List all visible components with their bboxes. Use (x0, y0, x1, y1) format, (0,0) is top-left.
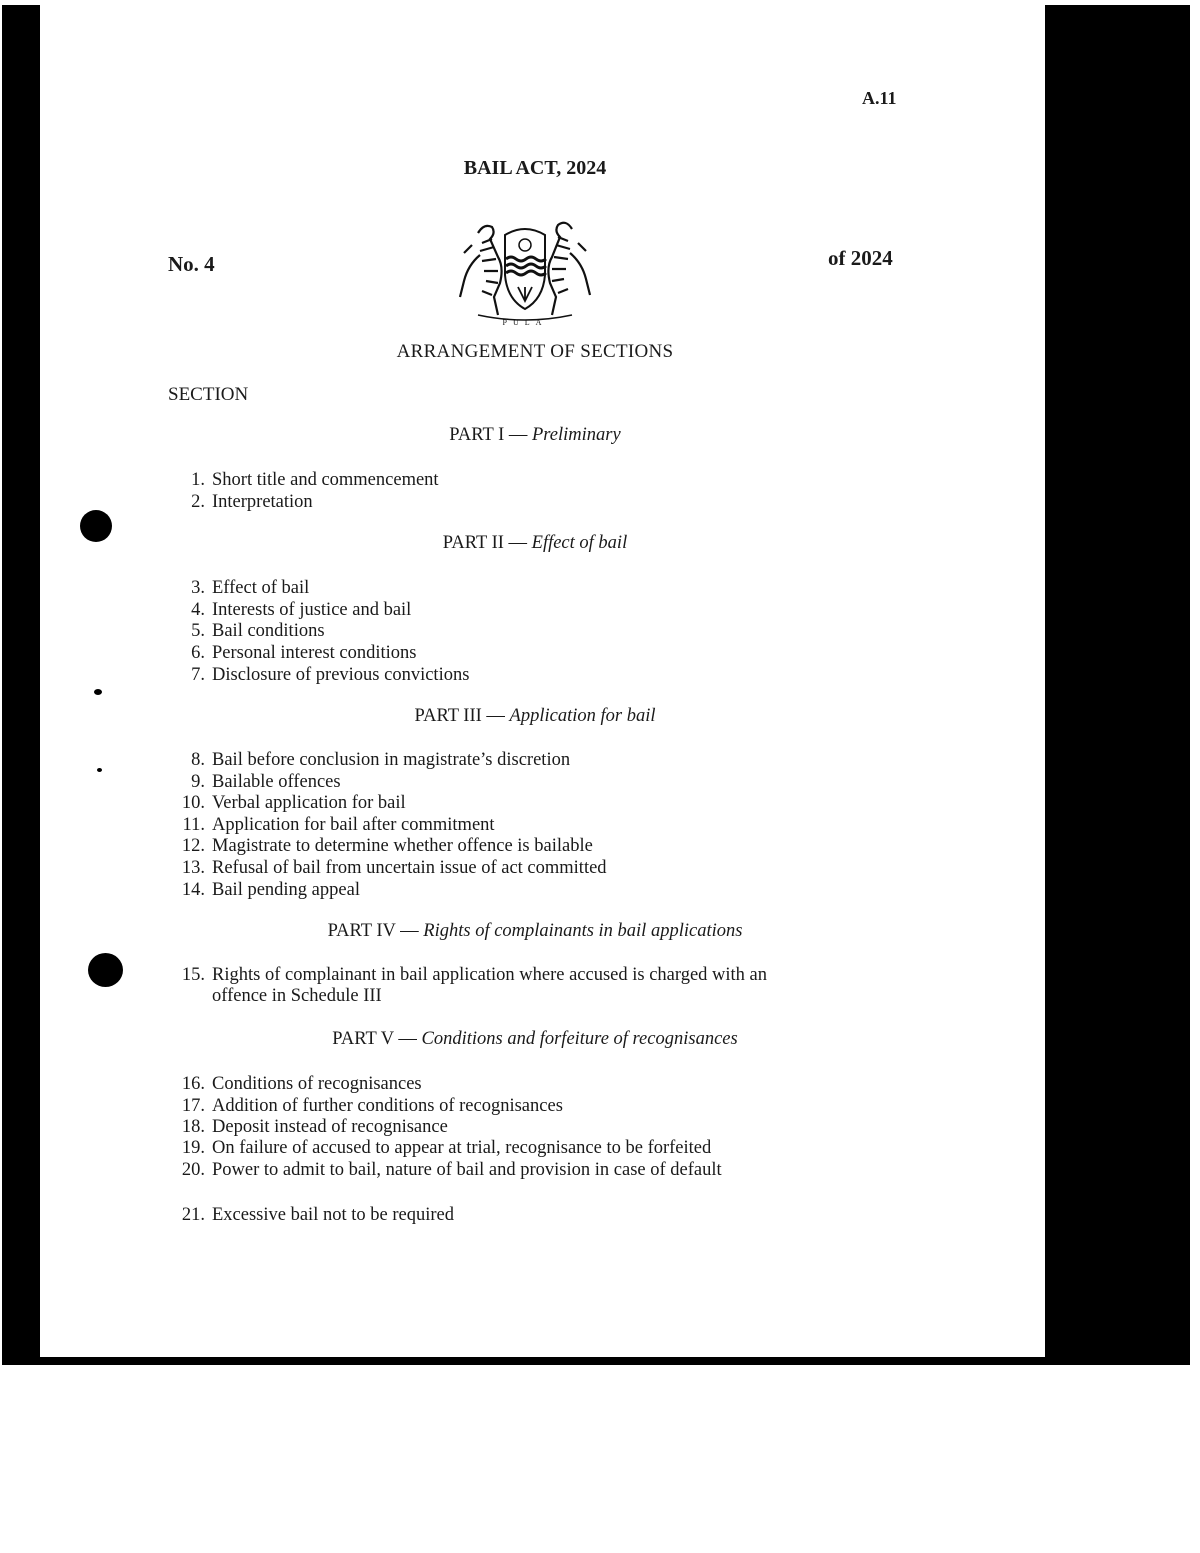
section-number: 9. (191, 772, 205, 792)
section-entry (160, 643, 792, 664)
section-number: 18. (181, 1117, 205, 1137)
part-label: PART V — (332, 1029, 422, 1049)
section-title: Short title and commencement (212, 470, 439, 490)
section-title: Deposit instead of recognisance (212, 1117, 448, 1137)
section-title: Bailable offences (212, 772, 341, 792)
section-title: Conditions of recognisances (212, 1074, 422, 1094)
scan-right-band (1045, 5, 1190, 1365)
part-heading (0, 425, 1070, 446)
part-heading (0, 921, 1070, 942)
punch-hole-bottom (88, 953, 123, 987)
part-title: Conditions and forfeiture of recognisances (421, 1029, 738, 1049)
section-entry (160, 772, 792, 793)
section-number: 17. (181, 1096, 205, 1116)
section-number: 8. (191, 750, 205, 770)
section-number: 12. (181, 836, 205, 856)
section-entry (160, 600, 792, 621)
part-title: Effect of bail (531, 533, 628, 553)
section-number: 19. (181, 1138, 205, 1158)
section-entry (160, 858, 792, 879)
section-entry (160, 965, 792, 1007)
section-entry (160, 621, 792, 642)
section-title: Interests of justice and bail (212, 600, 412, 620)
section-number: 16. (181, 1074, 205, 1094)
section-entry (160, 793, 792, 814)
section-entry (160, 1074, 792, 1095)
part-title: Preliminary (531, 425, 621, 445)
section-number: 14. (181, 880, 205, 900)
section-column-label: SECTION (168, 384, 249, 405)
section-entry (160, 1138, 792, 1159)
section-title: Bail pending appeal (212, 880, 360, 900)
coat-of-arms-motto: PULA (502, 318, 548, 327)
section-title: Effect of bail (212, 578, 310, 598)
section-number: 15. (181, 965, 205, 985)
section-entry (160, 880, 792, 901)
scan-bottom-edge (2, 1357, 1190, 1365)
act-year: of 2024 (828, 246, 893, 270)
section-entry (160, 1117, 792, 1138)
section-number: 3. (191, 578, 205, 598)
part-label: PART I — (449, 425, 532, 445)
part-title: Application for bail (509, 706, 656, 726)
section-title: Refusal of bail from uncertain issue of act committed (212, 858, 607, 878)
section-entry (160, 492, 792, 513)
section-title: Power to admit to bail, nature of bail and provision in case of default (212, 1160, 722, 1180)
part-label: PART III — (414, 706, 510, 726)
section-number: 4. (191, 600, 205, 620)
scan-speck (97, 768, 102, 772)
section-title: Disclosure of previous convictions (212, 665, 470, 685)
part-label: PART II — (442, 533, 532, 553)
section-number: 21. (181, 1205, 205, 1225)
section-entry (160, 836, 792, 857)
section-number: 10. (181, 793, 205, 813)
section-number: 6. (191, 643, 205, 663)
section-entry (160, 815, 792, 836)
section-number: 20. (181, 1160, 205, 1180)
coat-of-arms-emblem (450, 215, 600, 330)
section-title: Excessive bail not to be required (212, 1205, 454, 1225)
section-title: Personal interest conditions (212, 643, 417, 663)
section-entry (160, 750, 792, 771)
section-title: Verbal application for bail (212, 793, 406, 813)
part-title: Rights of complainants in bail applications (423, 921, 743, 941)
part-heading (0, 533, 1070, 554)
part-heading (0, 1029, 1070, 1050)
section-number: 1. (191, 470, 205, 490)
section-title: Interpretation (212, 492, 313, 512)
act-number: No. 4 (168, 252, 215, 276)
part-heading (0, 706, 1070, 727)
section-entry (160, 470, 792, 491)
section-number: 2. (191, 492, 205, 512)
section-number: 13. (181, 858, 205, 878)
section-number: 11. (182, 815, 205, 835)
section-entry (160, 1205, 792, 1226)
section-title: Addition of further conditions of recognisances (212, 1096, 563, 1116)
section-entry (160, 665, 792, 686)
arrangement-heading: ARRANGEMENT OF SECTIONS (396, 341, 674, 362)
section-title: Rights of complainant in bail application where accused is charged with an offence in Schedule III (212, 965, 768, 1006)
section-entry (160, 1096, 792, 1117)
page-number: A.11 (862, 88, 897, 108)
section-title: Magistrate to determine whether offence is bailable (212, 836, 593, 856)
section-title: Bail conditions (212, 621, 325, 641)
section-number: 5. (191, 621, 205, 641)
scan-speck (94, 689, 102, 695)
section-title: Bail before conclusion in magistrate’s discretion (212, 750, 571, 770)
part-label: PART IV — (327, 921, 424, 941)
section-number: 7. (191, 665, 205, 685)
section-entry (160, 1160, 792, 1181)
section-title: On failure of accused to appear at trial, recognisance to be forfeited (212, 1138, 712, 1158)
act-title: BAIL ACT, 2024 (463, 157, 607, 179)
section-entry (160, 578, 792, 599)
section-title: Application for bail after commitment (212, 815, 495, 835)
